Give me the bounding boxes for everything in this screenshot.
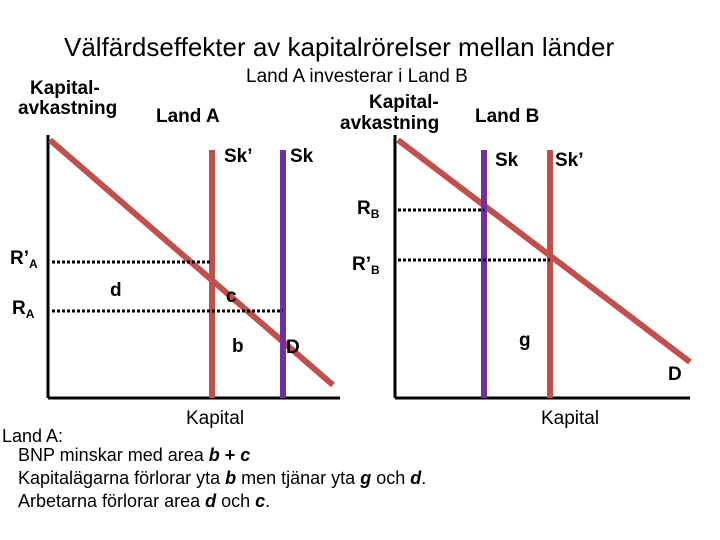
area-d-label: d: [110, 280, 122, 301]
right-sk-label: Sk: [495, 150, 519, 171]
notes-line-3: Arbetarna förlorar area d och c.: [18, 491, 271, 511]
page-title: Välfärdseffekter av kapitalrörelser mellan länder: [64, 32, 615, 62]
notes-line-2: Kapitalägarna förlorar yta b men tjänar yta g och d.: [18, 468, 427, 488]
left-sk-prime-label: Sk’: [224, 146, 253, 167]
left-x-axis-label: Kapital: [186, 408, 245, 429]
area-b-label: b: [232, 336, 244, 357]
subtitle: Land A investerar i Land B: [246, 66, 468, 87]
left-country-label: Land A: [156, 106, 220, 127]
left-rate-new-label: $R’_A$: [10, 248, 38, 271]
area-g-label: g: [519, 330, 531, 351]
area-c-label: c: [226, 286, 237, 307]
right-demand-label: D: [668, 364, 682, 385]
left-demand-label: D: [286, 337, 300, 358]
notes-heading: Land A:: [2, 426, 64, 446]
right-y-axis-label-line2: avkastning: [340, 113, 440, 134]
left-y-axis-label-line2: avkastning: [18, 98, 118, 119]
right-demand-curve: [398, 140, 690, 362]
left-y-axis-label-line1: Kapital-: [30, 78, 100, 99]
notes-line-1: BNP minskar med area b + c: [18, 445, 251, 465]
right-y-axis-label-line1: Kapital-: [369, 92, 439, 113]
right-rate-new-label: $R’_B$: [352, 254, 380, 277]
right-rate-old-label: $R_B$: [357, 198, 380, 221]
right-sk-prime-label: Sk’: [555, 150, 584, 171]
left-sk-label: Sk: [290, 146, 314, 167]
right-x-axis-label: Kapital: [541, 408, 600, 429]
left-rate-old-label: $R_A$: [12, 298, 35, 321]
right-country-label: Land B: [475, 106, 540, 127]
